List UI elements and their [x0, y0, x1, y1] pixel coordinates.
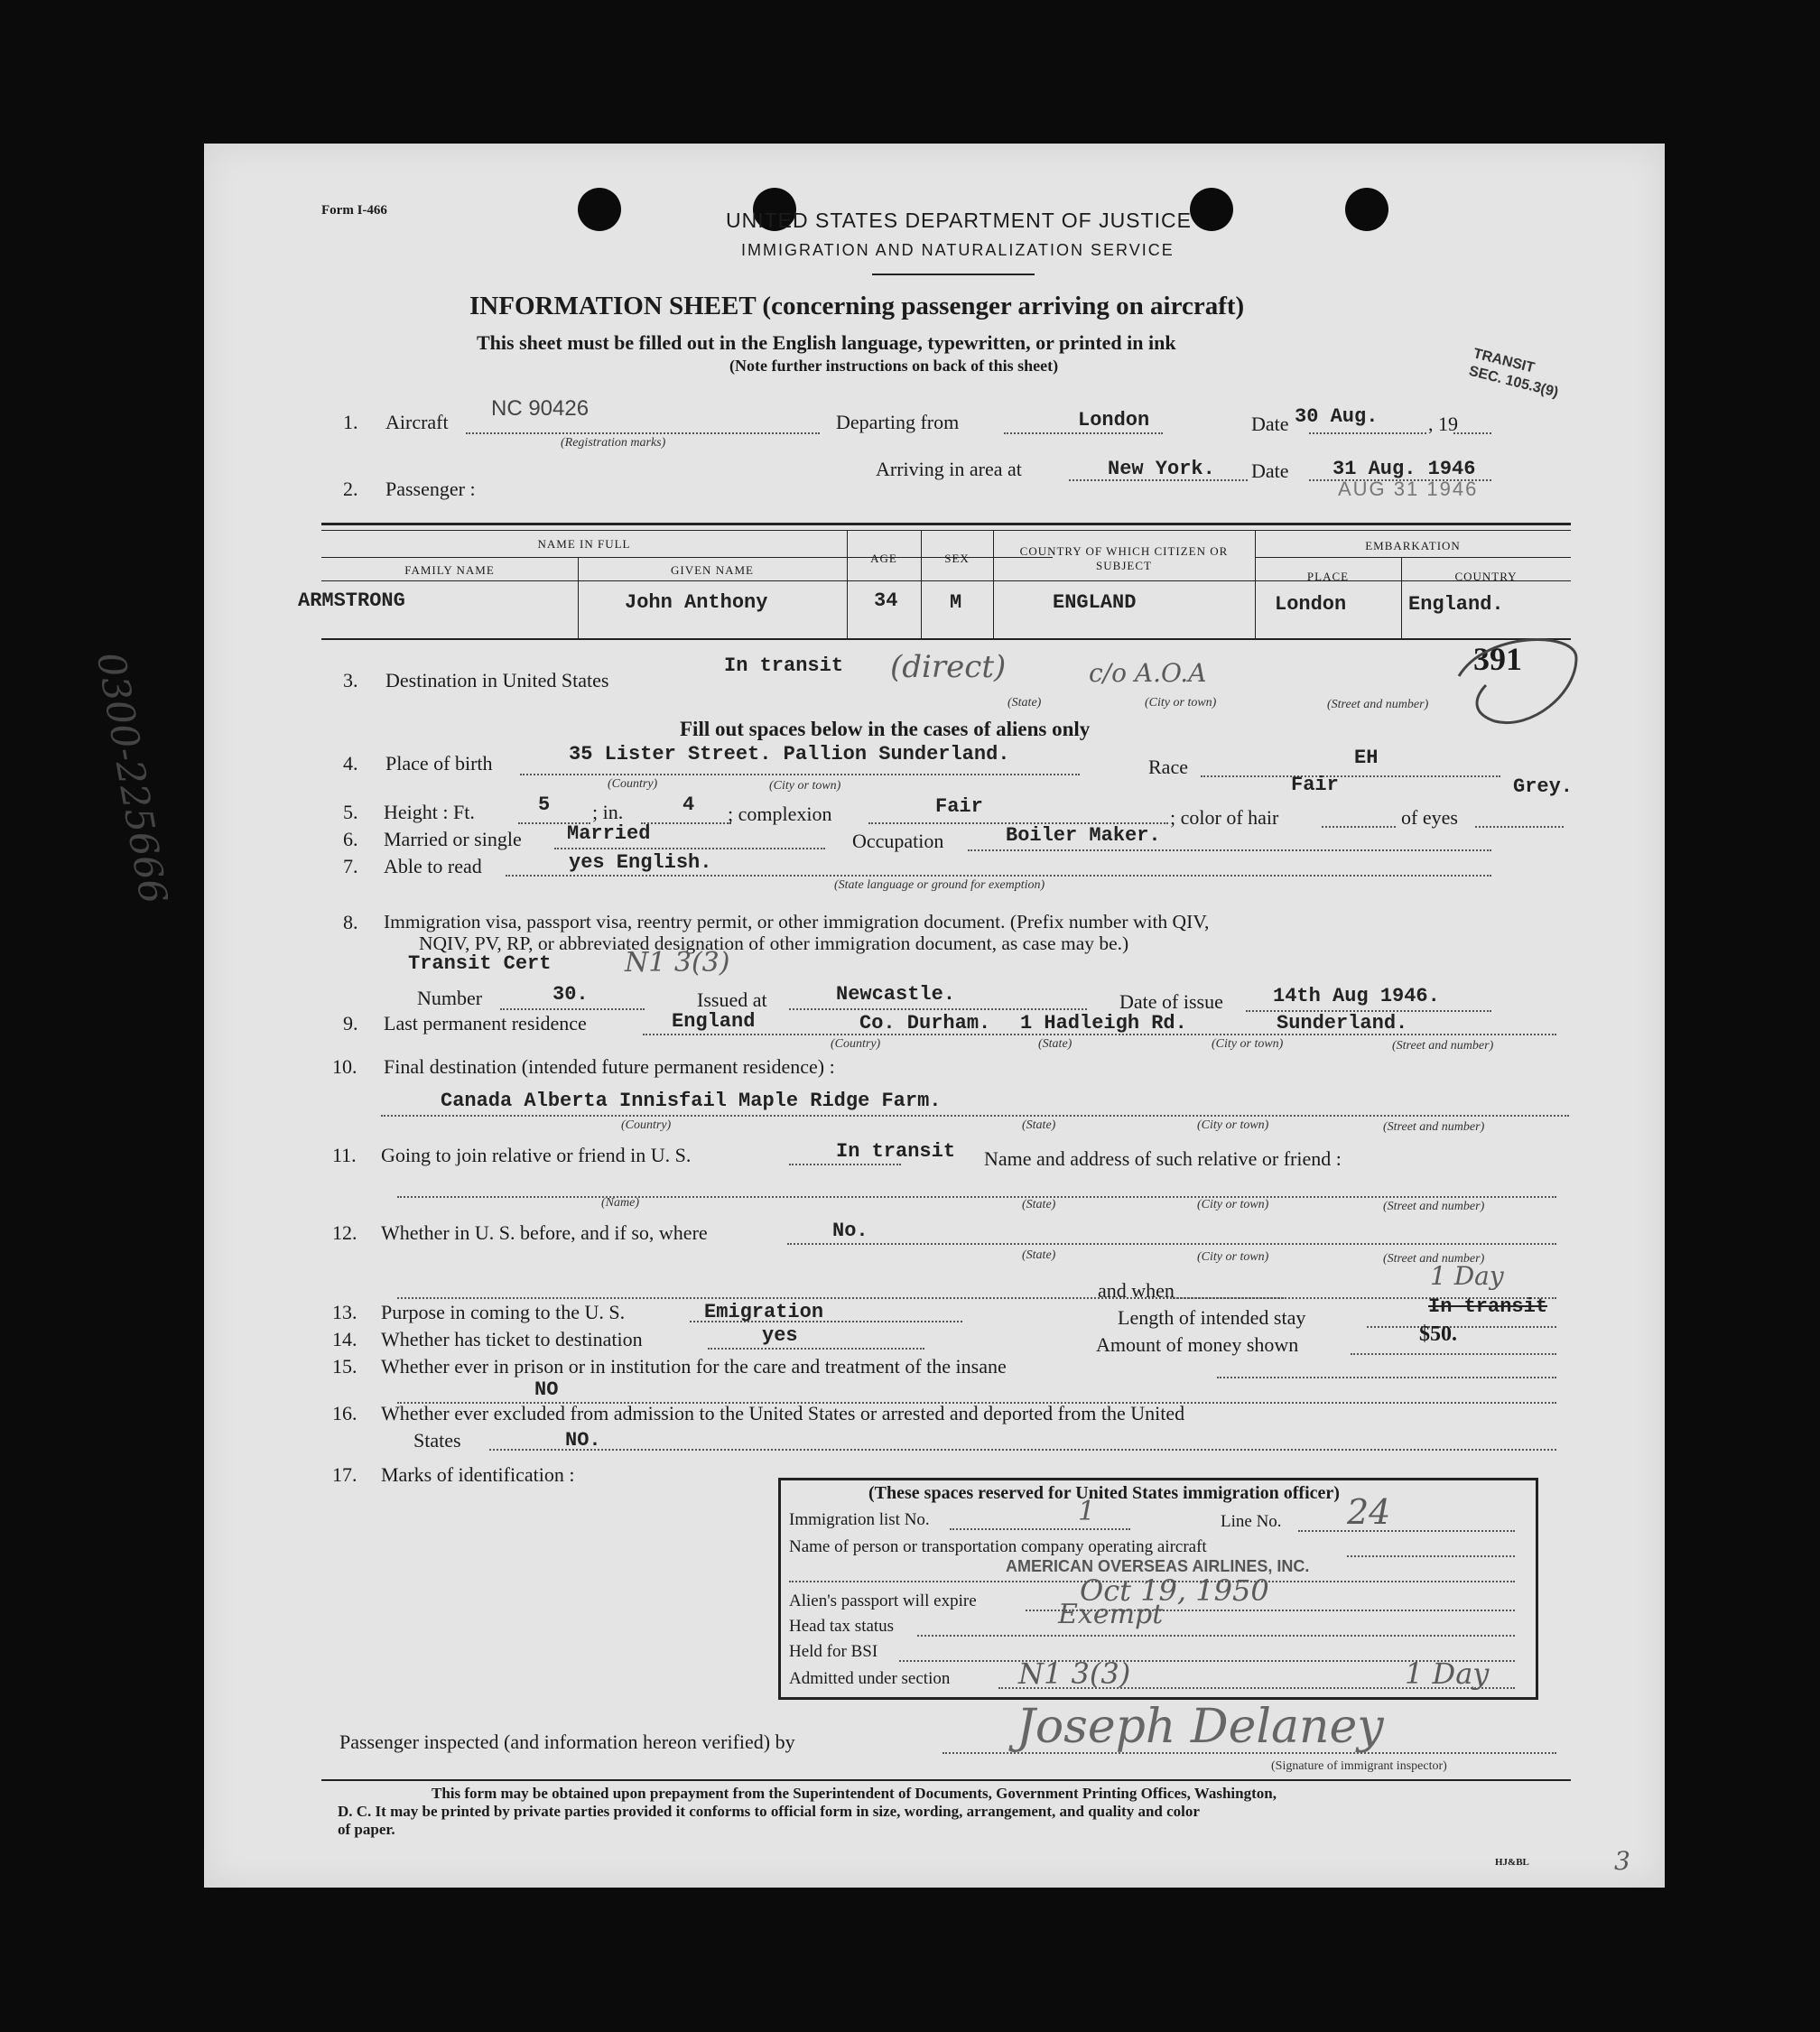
us-before-street-sub: (Street and number): [1383, 1252, 1485, 1266]
age-cell: 34: [874, 589, 898, 612]
operator-value: AMERICAN OVERSEAS AIRLINES, INC.: [1006, 1557, 1310, 1575]
field-8-number: 8.: [343, 911, 358, 933]
birth-line: [520, 774, 1080, 775]
list-no-line: [950, 1528, 1130, 1530]
departing-label: Departing from: [836, 411, 960, 433]
table-bottom-rule: [321, 638, 1571, 640]
inspector-signature: Joseph Delaney: [1017, 1700, 1384, 1754]
header-underline: [872, 274, 1035, 275]
field-11-number: 11.: [332, 1144, 357, 1166]
citizen-cell: ENGLAND: [1053, 591, 1137, 614]
height-in-label: ; in.: [592, 801, 624, 823]
footer-line-3: of paper.: [338, 1821, 395, 1838]
complexion-label: ; complexion: [728, 803, 832, 825]
eyes-label: of eyes: [1401, 806, 1458, 829]
circle-mark-icon: [1450, 622, 1585, 748]
join-street-sub: (Street and number): [1383, 1200, 1485, 1213]
complexion-value: Fair: [935, 795, 983, 818]
join-state-sub: (State): [1022, 1198, 1056, 1211]
us-before-value: No.: [832, 1220, 868, 1242]
given-name-cell: John Anthony: [625, 591, 768, 614]
married-value: Married: [567, 822, 651, 845]
us-before-label: Whether in U. S. before, and if so, where: [381, 1221, 708, 1244]
aircraft-sub: (Registration marks): [561, 436, 666, 450]
destination-label: Destination in United States: [385, 669, 609, 691]
head-tax-label: Head tax status: [789, 1617, 895, 1636]
date-label: Date: [1251, 413, 1289, 435]
destination-handwritten: (direct): [890, 649, 1007, 685]
purpose-label: Purpose in coming to the U. S.: [381, 1301, 626, 1323]
agency-name: UNITED STATES DEPARTMENT OF JUSTICE: [726, 209, 1192, 232]
age-header: AGE: [870, 552, 897, 565]
join-city-sub: (City or town): [1197, 1198, 1269, 1211]
field-2-number: 2.: [343, 478, 358, 500]
us-before-city-sub: (City or town): [1197, 1250, 1269, 1264]
depart-year-line: [1453, 432, 1491, 434]
stay-line: [1367, 1326, 1556, 1328]
race-label: Race: [1148, 756, 1188, 778]
section-label: Admitted under section: [789, 1669, 951, 1688]
read-value: yes English.: [569, 851, 712, 874]
family-name-cell: ARMSTRONG: [298, 589, 405, 612]
money-value: $50.: [1419, 1322, 1457, 1346]
immigration-doc-handwritten: N1 3(3): [625, 947, 730, 979]
line-no-line: [1298, 1530, 1515, 1532]
dest-state-sub: (State): [1008, 696, 1042, 710]
sex-header: SEX: [944, 552, 970, 565]
doc-number-value: 30.: [552, 983, 589, 1006]
country-header: COUNTRY: [1454, 570, 1518, 583]
field-3-number: 3.: [343, 669, 358, 691]
occupation-value: Boiler Maker.: [1006, 824, 1161, 847]
punch-hole-1: [578, 188, 621, 231]
date-of-issue-value: 14th Aug 1946.: [1273, 985, 1440, 1007]
service-name: IMMIGRATION AND NATURALIZATION SERVICE: [741, 241, 1175, 259]
issued-at-value: Newcastle.: [836, 983, 956, 1006]
prison-value: NO: [534, 1378, 559, 1401]
race-value: EH: [1354, 747, 1379, 769]
embark-country-cell: England.: [1408, 593, 1504, 616]
punch-hole-4: [1345, 188, 1388, 231]
field-17-number: 17.: [332, 1463, 358, 1486]
issued-at-line: [789, 1008, 1087, 1010]
sex-cell: M: [950, 591, 962, 614]
join-name-sub: (Name): [601, 1196, 639, 1210]
passenger-label: Passenger :: [385, 478, 476, 500]
join-label: Going to join relative or friend in U. S.: [381, 1144, 692, 1166]
doc-number-label: Number: [417, 987, 483, 1009]
file-number: 0300-225666: [88, 649, 176, 907]
transit-stamp: TRANSIT SEC. 105.3(9): [1467, 346, 1560, 401]
passport-expire-label: Alien's passport will expire: [789, 1591, 977, 1610]
depart-date-line: [1309, 432, 1426, 434]
table-top-rule-2: [321, 530, 1571, 531]
final-state-sub: (State): [1022, 1118, 1056, 1132]
excluded-line: [489, 1449, 1556, 1451]
hair-value: Fair: [1291, 774, 1339, 796]
form-title: INFORMATION SHEET (concerning passenger arriving on aircraft): [469, 292, 1245, 320]
final-street-sub: (Street and number): [1383, 1120, 1485, 1134]
residence-country: England: [672, 1010, 756, 1033]
read-sub: (State language or ground for exemption): [834, 878, 1045, 892]
head-tax-value: Exempt: [1058, 1599, 1164, 1630]
field-13-number: 13.: [332, 1301, 358, 1323]
dest-city-sub: (City or town): [1145, 696, 1217, 710]
arriving-label: Arriving in area at: [876, 458, 1022, 480]
hair-line: [1322, 826, 1396, 828]
arrive-date-label: Date: [1251, 459, 1289, 482]
final-city-sub: (City or town): [1197, 1118, 1269, 1132]
read-line: [506, 875, 1491, 877]
depart-date-value: 30 Aug.: [1295, 405, 1379, 428]
section-extra: 1 Day: [1405, 1656, 1490, 1691]
dest-street-sub: (Street and number): [1327, 698, 1429, 711]
field-5-number: 5.: [343, 801, 358, 823]
printer-mark: HJ&BL: [1495, 1857, 1529, 1868]
name-in-full-header: NAME IN FULL: [537, 537, 631, 551]
prison-label: Whether ever in prison or in institution for the care and treatment of the insane: [381, 1355, 1007, 1378]
form-sheet: [88, 144, 1665, 1888]
eyes-value: Grey.: [1513, 775, 1574, 798]
destination-care-of: c/o A.O.A: [1089, 658, 1207, 688]
final-country-sub: (Country): [621, 1118, 672, 1132]
eyes-line: [1475, 826, 1564, 828]
aircraft-label: Aircraft: [385, 411, 449, 433]
prison-line-1: [1217, 1377, 1556, 1378]
residence-label: Last permanent residence: [384, 1012, 587, 1035]
us-before-state-sub: (State): [1022, 1248, 1056, 1262]
race-line: [1201, 775, 1500, 777]
birth-value: 35 Lister Street. Pallion Sunderland.: [569, 743, 1010, 765]
birth-country-sub: (Country): [608, 777, 658, 791]
destination-value: In transit: [724, 654, 844, 677]
doc-number-line: [500, 1008, 645, 1010]
footer-line-2: D. C. It may be printed by private parties provided it conforms to official form in size, wording, arrangement, and quality and color: [338, 1803, 1200, 1820]
marks-label: Marks of identification :: [381, 1463, 575, 1486]
join-line: [789, 1164, 901, 1165]
residence-country-sub: (Country): [831, 1037, 881, 1051]
birth-label: Place of birth: [385, 752, 493, 775]
field-7-number: 7.: [343, 855, 358, 877]
field-15-number: 15.: [332, 1355, 358, 1378]
arriving-value: New York.: [1108, 458, 1215, 480]
form-note: (Note further instructions on back of this sheet): [729, 357, 1059, 375]
height-in-line: [641, 822, 731, 824]
punch-hole-3: [1190, 188, 1233, 231]
field-12-number: 12.: [332, 1221, 358, 1244]
arrive-date-value: 31 Aug. 1946: [1332, 458, 1476, 480]
relative-address-label: Name and address of such relative or friend :: [984, 1147, 1342, 1170]
passport-expire-value: Oct 19, 1950: [1080, 1573, 1269, 1608]
excluded-value: NO.: [565, 1429, 601, 1452]
residence-city: Sunderland.: [1277, 1012, 1408, 1035]
immigration-doc-type: Transit Cert: [408, 952, 552, 975]
final-destination-line: [381, 1115, 1569, 1117]
field-9-number: 9.: [343, 1012, 358, 1035]
footer-rule: [321, 1779, 1571, 1781]
excluded-label-2: States: [413, 1429, 461, 1452]
immigration-doc-label-1: Immigration visa, passport visa, reentry permit, or other immigration document. (Prefix number with QIV,: [384, 911, 1210, 932]
final-destination-value: Canada Alberta Innisfail Maple Ridge Farm.: [441, 1090, 942, 1112]
list-no-value: 1: [1078, 1496, 1096, 1527]
field-1-number: 1.: [343, 411, 358, 433]
citizen-header: COUNTRY OF WHICH CITIZEN OR SUBJECT: [1019, 544, 1229, 572]
occupation-label: Occupation: [852, 830, 944, 852]
excluded-label-1: Whether ever excluded from admission to the United States or arrested and deported from the United: [381, 1402, 1185, 1424]
embark-place-cell: London: [1275, 593, 1347, 616]
and-when-label: and when: [1098, 1279, 1175, 1302]
stay-value: In transit: [1428, 1295, 1548, 1318]
height-in-value: 4: [682, 793, 695, 816]
circled-number: 391: [1473, 641, 1522, 677]
read-label: Able to read: [384, 855, 482, 877]
line-no-label: Line No.: [1221, 1512, 1282, 1531]
operator-label: Name of person or transportation company operating aircraft: [789, 1537, 1207, 1556]
married-line: [554, 848, 825, 849]
inspection-label: Passenger inspected (and information hereon verified) by: [339, 1730, 795, 1753]
bsi-label: Held for BSI: [789, 1642, 878, 1661]
departing-line: [1004, 432, 1163, 434]
us-before-line: [787, 1243, 1556, 1245]
married-label: Married or single: [384, 828, 522, 850]
field-4-number: 4.: [343, 752, 358, 775]
operator-line-1: [1347, 1555, 1515, 1557]
stay-handwritten: 1 Day: [1430, 1261, 1504, 1291]
field-16-number: 16.: [332, 1402, 358, 1424]
given-name-header: GIVEN NAME: [671, 563, 754, 577]
hair-label: ; color of hair: [1170, 806, 1279, 829]
birth-city-sub: (City or town): [769, 779, 841, 793]
issued-at-label: Issued at: [697, 988, 767, 1011]
aircraft-line: [466, 432, 820, 434]
ticket-value: yes: [762, 1324, 798, 1347]
line-no-value: 24: [1347, 1492, 1391, 1532]
section-value: N1 3(3): [1018, 1656, 1131, 1691]
residence-street-sub: (Street and number): [1392, 1039, 1494, 1053]
final-destination-label: Final destination (intended future permanent residence) :: [384, 1055, 835, 1078]
list-no-label: Immigration list No.: [789, 1510, 930, 1529]
immigration-doc-label-2: NQIV, PV, RP, or abbreviated designation of other immigration document, as case may be.): [419, 932, 1129, 954]
money-label: Amount of money shown: [1096, 1333, 1299, 1356]
embarkation-header: EMBARKATION: [1365, 539, 1461, 552]
head-tax-line: [917, 1635, 1515, 1637]
table-top-rule: [321, 523, 1571, 525]
form-subtitle: This sheet must be filled out in the English language, typewritten, or printed in ink: [477, 331, 1176, 354]
stay-label: Length of intended stay: [1118, 1306, 1306, 1329]
purpose-value: Emigration: [704, 1301, 824, 1323]
residence-state: Co. Durham.: [859, 1012, 991, 1035]
money-line: [1351, 1353, 1556, 1355]
ticket-label: Whether has ticket to destination: [381, 1328, 643, 1350]
inspector-signature-sub: (Signature of immigrant inspector): [1271, 1759, 1447, 1773]
place-header: PLACE: [1306, 570, 1350, 583]
field-6-number: 6.: [343, 828, 358, 850]
depart-year-label: , 19: [1428, 413, 1458, 435]
table-col-divider-2: [847, 530, 848, 638]
departing-value: London: [1078, 409, 1150, 431]
arrival-date-stamp: AUG 31 1946: [1338, 478, 1479, 500]
height-ft-label: Height : Ft.: [384, 801, 475, 823]
aircraft-value: NC 90426: [491, 396, 590, 421]
embark-header-rule: [1255, 557, 1571, 558]
field-10-number: 10.: [332, 1055, 358, 1078]
height-ft-value: 5: [538, 793, 551, 816]
footer-line-1: This form may be obtained upon prepayment from the Superintendent of Documents, Government Printing Offices, Washington,: [432, 1785, 1277, 1802]
table-col-divider-3: [921, 530, 922, 638]
residence-street: 1 Hadleigh Rd.: [1020, 1012, 1187, 1035]
aliens-only-header: Fill out spaces below in the cases of aliens only: [680, 718, 1091, 740]
join-value: In transit: [836, 1140, 956, 1163]
date-of-issue-label: Date of issue: [1119, 990, 1223, 1013]
form-number: Form I-466: [321, 203, 387, 218]
ticket-line: [708, 1348, 924, 1350]
family-name-header: FAMILY NAME: [404, 563, 495, 577]
relative-address-line: [397, 1196, 1556, 1198]
occupation-line: [968, 849, 1491, 851]
field-14-number: 14.: [332, 1328, 358, 1350]
page-number: 3: [1614, 1846, 1630, 1876]
officer-box-title: (These spaces reserved for United States immigration officer): [868, 1483, 1340, 1503]
residence-city-sub: (City or town): [1212, 1037, 1284, 1051]
residence-state-sub: (State): [1038, 1037, 1072, 1051]
